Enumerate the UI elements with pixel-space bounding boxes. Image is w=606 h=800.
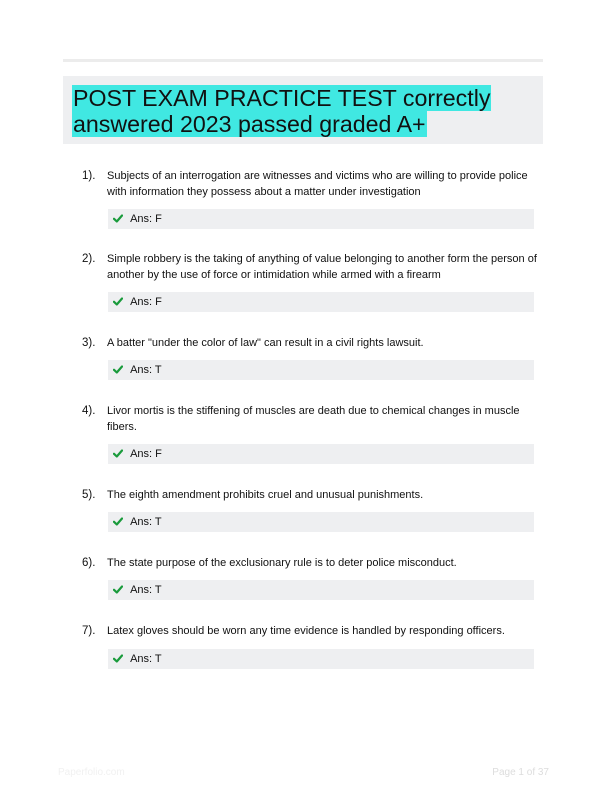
check-icon (113, 512, 127, 526)
answer-text: Ans: F (130, 213, 162, 225)
question-text: A batter "under the color of law" can result in a civil rights lawsuit. (107, 337, 424, 349)
answer-text: Ans: F (130, 448, 162, 460)
question-text: The state purpose of the exclusionary rule is to deter police misconduct. (107, 557, 457, 569)
question-number: 6). (82, 557, 96, 569)
check-icon (113, 649, 127, 663)
answer-text: Ans: T (130, 364, 162, 376)
question-number: 7). (82, 625, 96, 637)
question-text: Latex gloves should be worn any time evidence is handled by responding officers. (107, 625, 505, 637)
question-text: Simple robbery is the taking of anything of value belonging to another form the person of another by the use of force or intimidation while armed with a firearm (107, 253, 537, 281)
document-title (72, 85, 540, 137)
answer-box (108, 209, 534, 229)
check-icon (113, 580, 127, 594)
top-divider (63, 59, 543, 62)
answer-text: Ans: T (130, 653, 162, 665)
answer-text: Ans: F (130, 296, 162, 308)
question-number: 4). (82, 405, 96, 417)
check-icon (113, 360, 127, 374)
check-icon (113, 292, 127, 306)
answer-box (108, 360, 534, 380)
footer-watermark: Paperfolio.com (58, 767, 125, 778)
question-text: Subjects of an interrogation are witnesses and victims who are willing to provide police with information they possess about a matter under investigation (107, 170, 528, 198)
answer-box (108, 512, 534, 532)
answer-box (108, 580, 534, 600)
answer-box (108, 292, 534, 312)
question-number: 2). (82, 253, 96, 265)
question-text: The eighth amendment prohibits cruel and unusual punishments. (107, 489, 424, 501)
question-number: 3). (82, 337, 96, 349)
answer-text: Ans: T (130, 516, 162, 528)
check-icon (113, 444, 127, 458)
question-text: Livor mortis is the stiffening of muscles are death due to chemical changes in muscle fibers. (107, 405, 520, 433)
answer-box (108, 649, 534, 669)
answer-text: Ans: T (130, 584, 162, 596)
question-number: 1). (82, 170, 96, 182)
answer-box (108, 444, 534, 464)
check-icon (113, 209, 127, 223)
document-title-text: POST EXAM PRACTICE TEST correctly answered 2023 passed graded A+ (73, 85, 491, 137)
page-number: Page 1 of 37 (492, 767, 549, 778)
question-number: 5). (82, 489, 96, 501)
